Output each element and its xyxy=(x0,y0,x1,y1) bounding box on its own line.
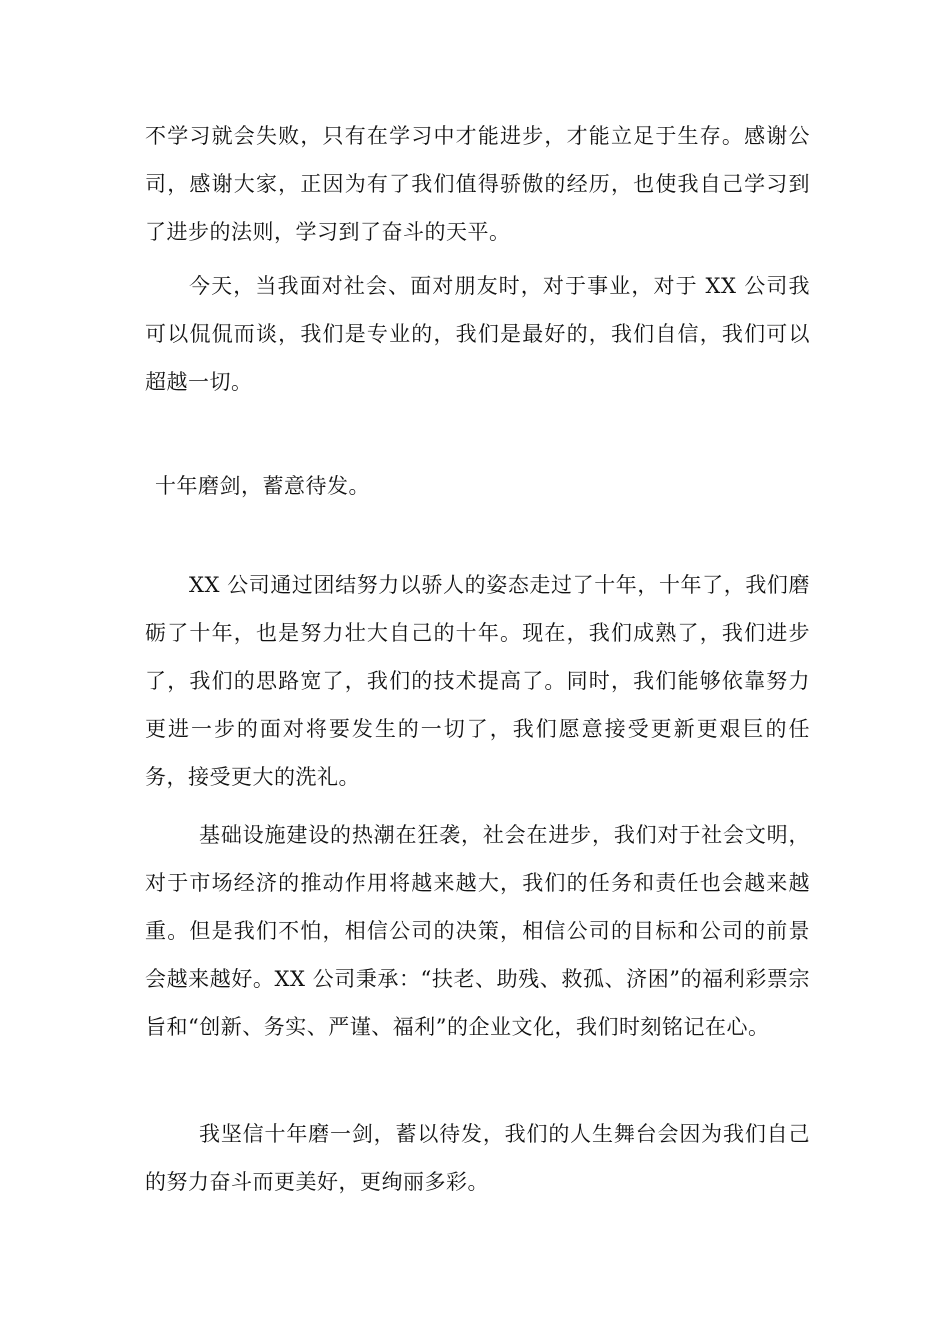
paragraph-belief: 我坚信十年磨一剑，蓄以待发，我们的人生舞台会因为我们自己的努力奋斗而更美好，更绚丽多彩。 xyxy=(145,1122,810,1194)
paragraph-learning: 不学习就会失败，只有在学习中才能进步，才能立足于生存。感谢公司，感谢大家，正因为有了我们值得骄傲的经历，也使我自己学习到了进步的法则，学习到了奋斗的天平。 xyxy=(145,124,810,244)
paragraph-today: 今天，当我面对社会、面对朋友时，对于事业，对于 XX 公司我可以侃侃而谈，我们是专业的，我们是最好的，我们自信，我们可以超越一切。 xyxy=(145,274,810,394)
paragraph-infrastructure: 基础设施建设的热潮在狂袭，社会在进步，我们对于社会文明，对于市场经济的推动作用将越来越大，我们的任务和责任也会越来越重。但是我们不怕，相信公司的决策，相信公司的目标和公司的前景会越来越好。XX 公司秉承：“扶老、助残、救孤、济困”的福利彩票宗旨和“创新、务实、严谨、福利”的企业文化，我们时刻铭记在心。 xyxy=(145,823,810,1039)
paragraph-ten-years: XX 公司通过团结努力以骄人的姿态走过了十年，十年了，我们磨砺了十年，也是努力壮大自己的十年。现在，我们成熟了，我们进步了，我们的思路宽了，我们的技术提高了。同时，我们能够依靠努力更进一步的面对将要发生的一切了，我们愿意接受更新更艰巨的任务，接受更大的洗礼。 xyxy=(145,573,810,789)
section-heading: 十年磨剑，蓄意待发。 xyxy=(155,474,370,498)
